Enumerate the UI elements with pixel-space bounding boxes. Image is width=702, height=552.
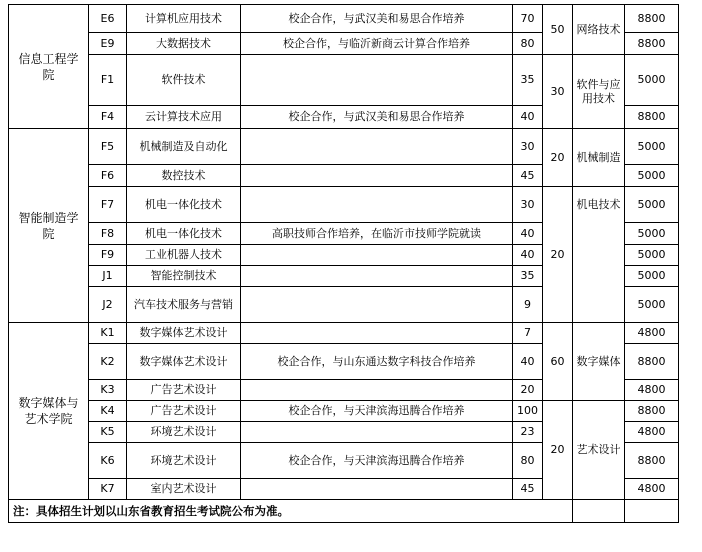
tuition-fee: 5000 <box>625 129 679 165</box>
major-code: F9 <box>89 245 127 266</box>
major-group: 艺术设计 <box>573 401 625 500</box>
major-name: 工业机器人技术 <box>127 245 241 266</box>
plan-count: 30 <box>513 129 543 165</box>
group-total: 30 <box>543 55 573 129</box>
tuition-fee: 8800 <box>625 344 679 380</box>
major-name: 大数据技术 <box>127 33 241 55</box>
major-note <box>241 380 513 401</box>
table-row <box>9 401 679 422</box>
major-note: 高职技师合作培养，在临沂市技师学院就读 <box>241 223 513 245</box>
tuition-fee: 5000 <box>625 223 679 245</box>
major-group: 机电技术 <box>573 187 625 323</box>
college-media: 数字媒体与艺术学院 <box>9 323 89 500</box>
college-info: 信息工程学院 <box>9 5 89 129</box>
tuition-fee: 8800 <box>625 443 679 479</box>
major-name: 机械制造及自动化 <box>127 129 241 165</box>
major-code: F7 <box>89 187 127 223</box>
plan-count: 100 <box>513 401 543 422</box>
major-code: J2 <box>89 287 127 323</box>
tuition-fee: 5000 <box>625 245 679 266</box>
major-name: 机电一体化技术 <box>127 187 241 223</box>
tuition-fee: 5000 <box>625 266 679 287</box>
plan-count: 9 <box>513 287 543 323</box>
major-note <box>241 422 513 443</box>
plan-count: 80 <box>513 33 543 55</box>
major-note <box>241 323 513 344</box>
tuition-fee: 4800 <box>625 323 679 344</box>
group-total: 60 <box>543 323 573 401</box>
footnote-row <box>9 500 679 523</box>
tuition-fee: 8800 <box>625 401 679 422</box>
table-row <box>9 129 679 165</box>
plan-count: 45 <box>513 479 543 500</box>
major-name: 室内艺术设计 <box>127 479 241 500</box>
major-code: K7 <box>89 479 127 500</box>
major-code: E6 <box>89 5 127 33</box>
major-group: 机械制造 <box>573 129 625 187</box>
group-total: 20 <box>543 401 573 500</box>
major-group: 软件与应用技术 <box>573 55 625 129</box>
major-note: 校企合作，与武汉美和易思合作培养 <box>241 5 513 33</box>
major-code: K2 <box>89 344 127 380</box>
tuition-fee: 4800 <box>625 380 679 401</box>
major-note: 校企合作，与武汉美和易思合作培养 <box>241 106 513 129</box>
tuition-fee: 4800 <box>625 422 679 443</box>
major-name: 云计算技术应用 <box>127 106 241 129</box>
major-note <box>241 55 513 106</box>
major-name: 计算机应用技术 <box>127 5 241 33</box>
plan-count: 40 <box>513 245 543 266</box>
major-note <box>241 187 513 223</box>
major-code: F8 <box>89 223 127 245</box>
major-code: K3 <box>89 380 127 401</box>
major-name: 汽车技术服务与营销 <box>127 287 241 323</box>
plan-count: 20 <box>513 380 543 401</box>
empty-cell <box>573 500 625 523</box>
major-code: K4 <box>89 401 127 422</box>
major-code: K1 <box>89 323 127 344</box>
major-code: F1 <box>89 55 127 106</box>
major-name: 环境艺术设计 <box>127 443 241 479</box>
major-code: J1 <box>89 266 127 287</box>
major-note: 校企合作，与天津滨海迅腾合作培养 <box>241 401 513 422</box>
major-name: 环境艺术设计 <box>127 422 241 443</box>
major-code: K5 <box>89 422 127 443</box>
major-name: 数字媒体艺术设计 <box>127 344 241 380</box>
major-name: 广告艺术设计 <box>127 401 241 422</box>
plan-count: 35 <box>513 266 543 287</box>
empty-cell <box>625 500 679 523</box>
major-note <box>241 245 513 266</box>
plan-count: 80 <box>513 443 543 479</box>
table-row <box>9 323 679 344</box>
major-code: K6 <box>89 443 127 479</box>
major-group: 数字媒体 <box>573 323 625 401</box>
group-total: 20 <box>543 129 573 187</box>
major-note <box>241 266 513 287</box>
major-note <box>241 165 513 187</box>
footnote: 注：具体招生计划以山东省教育招生考试院公布为准。 <box>9 500 573 523</box>
tuition-fee: 5000 <box>625 187 679 223</box>
group-total: 20 <box>543 187 573 323</box>
college-smart: 智能制造学院 <box>9 129 89 323</box>
plan-count: 70 <box>513 5 543 33</box>
tuition-fee: 4800 <box>625 479 679 500</box>
major-name: 数控技术 <box>127 165 241 187</box>
major-name: 机电一体化技术 <box>127 223 241 245</box>
plan-count: 40 <box>513 223 543 245</box>
major-note: 校企合作，与山东通达数字科技合作培养 <box>241 344 513 380</box>
major-note: 校企合作，与临沂新商云计算合作培养 <box>241 33 513 55</box>
major-code: E9 <box>89 33 127 55</box>
table-row <box>9 55 679 106</box>
major-name: 数字媒体艺术设计 <box>127 323 241 344</box>
major-name: 智能控制技术 <box>127 266 241 287</box>
major-name: 软件技术 <box>127 55 241 106</box>
tuition-fee: 8800 <box>625 5 679 33</box>
table-row <box>9 187 679 223</box>
major-note: 校企合作，与天津滨海迅腾合作培养 <box>241 443 513 479</box>
plan-count: 40 <box>513 344 543 380</box>
group-total: 50 <box>543 5 573 55</box>
plan-count: 45 <box>513 165 543 187</box>
major-note <box>241 129 513 165</box>
plan-count: 23 <box>513 422 543 443</box>
enrollment-plan-table <box>8 4 679 523</box>
major-group: 网络技术 <box>573 5 625 55</box>
plan-count: 7 <box>513 323 543 344</box>
tuition-fee: 5000 <box>625 55 679 106</box>
major-name: 广告艺术设计 <box>127 380 241 401</box>
major-note <box>241 287 513 323</box>
tuition-fee: 5000 <box>625 287 679 323</box>
major-code: F5 <box>89 129 127 165</box>
major-code: F4 <box>89 106 127 129</box>
plan-count: 35 <box>513 55 543 106</box>
table-row <box>9 5 679 33</box>
major-code: F6 <box>89 165 127 187</box>
major-note <box>241 479 513 500</box>
plan-count: 30 <box>513 187 543 223</box>
tuition-fee: 8800 <box>625 106 679 129</box>
tuition-fee: 8800 <box>625 33 679 55</box>
tuition-fee: 5000 <box>625 165 679 187</box>
plan-count: 40 <box>513 106 543 129</box>
